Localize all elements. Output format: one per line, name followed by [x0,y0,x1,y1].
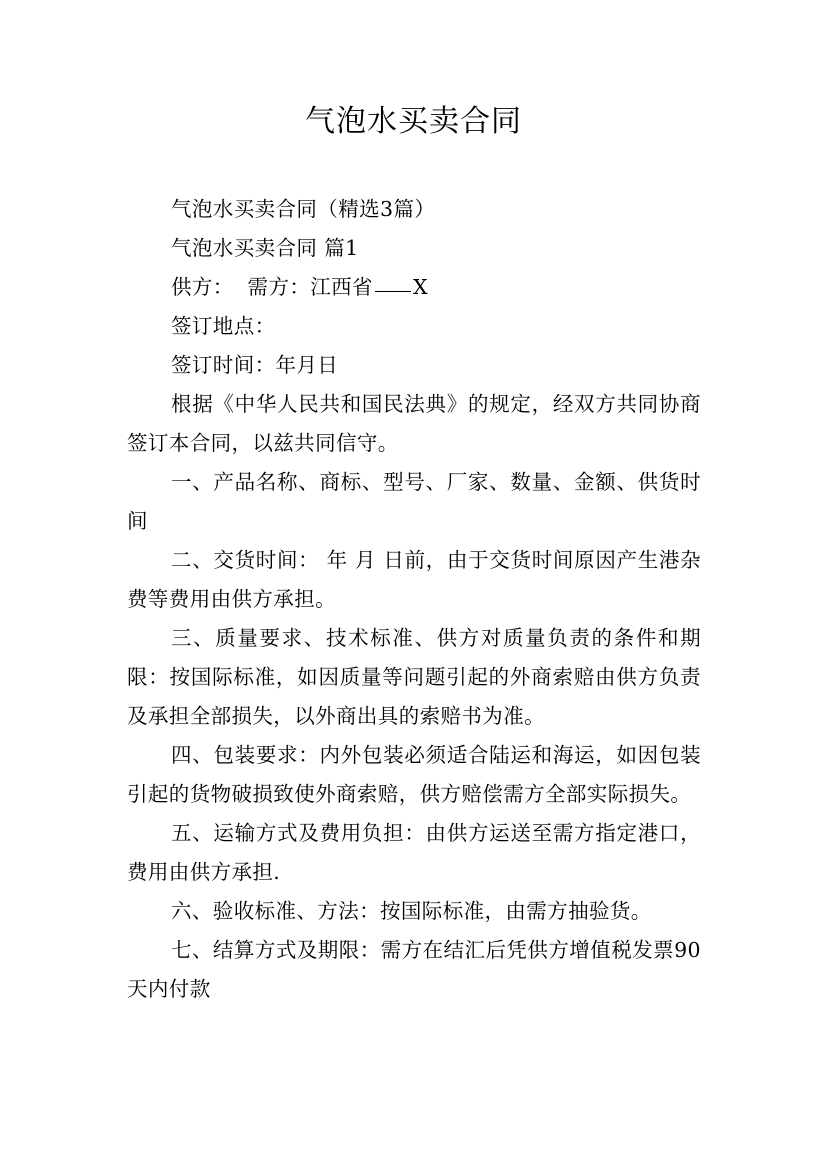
document-body [127,190,701,1009]
buyer-label: 需方：江西省 [247,275,373,299]
parties-line [127,268,701,307]
clause-5-transport: 五、运输方式及费用负担：由供方运送至需方指定港口，费用由供方承担. [127,821,701,884]
buyer-suffix: X [412,275,428,299]
supplier-label: 供方： [171,275,234,299]
clause-3-quality: 三、质量要求、技术标准、供方对质量负责的条件和期限：按国际标准，如因质量等问题引起的外商索赔由供方负责及承担全部损失，以外商出具的索赔书为准。 [127,626,701,728]
clause-1-products: 一、产品名称、商标、型号、厂家、数量、金额、供货时间 [127,470,701,533]
document-title: 气泡水买卖合同 [305,104,522,139]
clause-7-settlement: 七、结算方式及期限：需方在结汇后凭供方增值税发票90天内付款 [127,938,701,1001]
clause-2-delivery-time: 二、交货时间： 年 月 日前，由于交货时间原因产生港杂费等费用由供方承担。 [127,548,701,611]
clause-preamble: 根据《中华人民共和国民法典》的规定，经双方共同协商签订本合同，以兹共同信守。 [127,392,701,455]
clause-4-packaging: 四、包装要求：内外包装必须适合陆运和海运，如因包装引起的货物破损致使外商索赔，供方赔偿需方全部实际损失。 [127,743,701,806]
sign-place-line: 签订地点： [171,314,276,338]
subtitle-line: 气泡水买卖合同（精选3篇） [171,197,436,221]
part-heading: 气泡水买卖合同 篇1 [171,236,359,260]
clause-6-acceptance: 六、验收标准、方法：按国际标准，由需方抽验货。 [171,899,652,923]
sign-time-line: 签订时间：年月日 [171,353,339,377]
buyer-blank-underline [375,290,411,292]
